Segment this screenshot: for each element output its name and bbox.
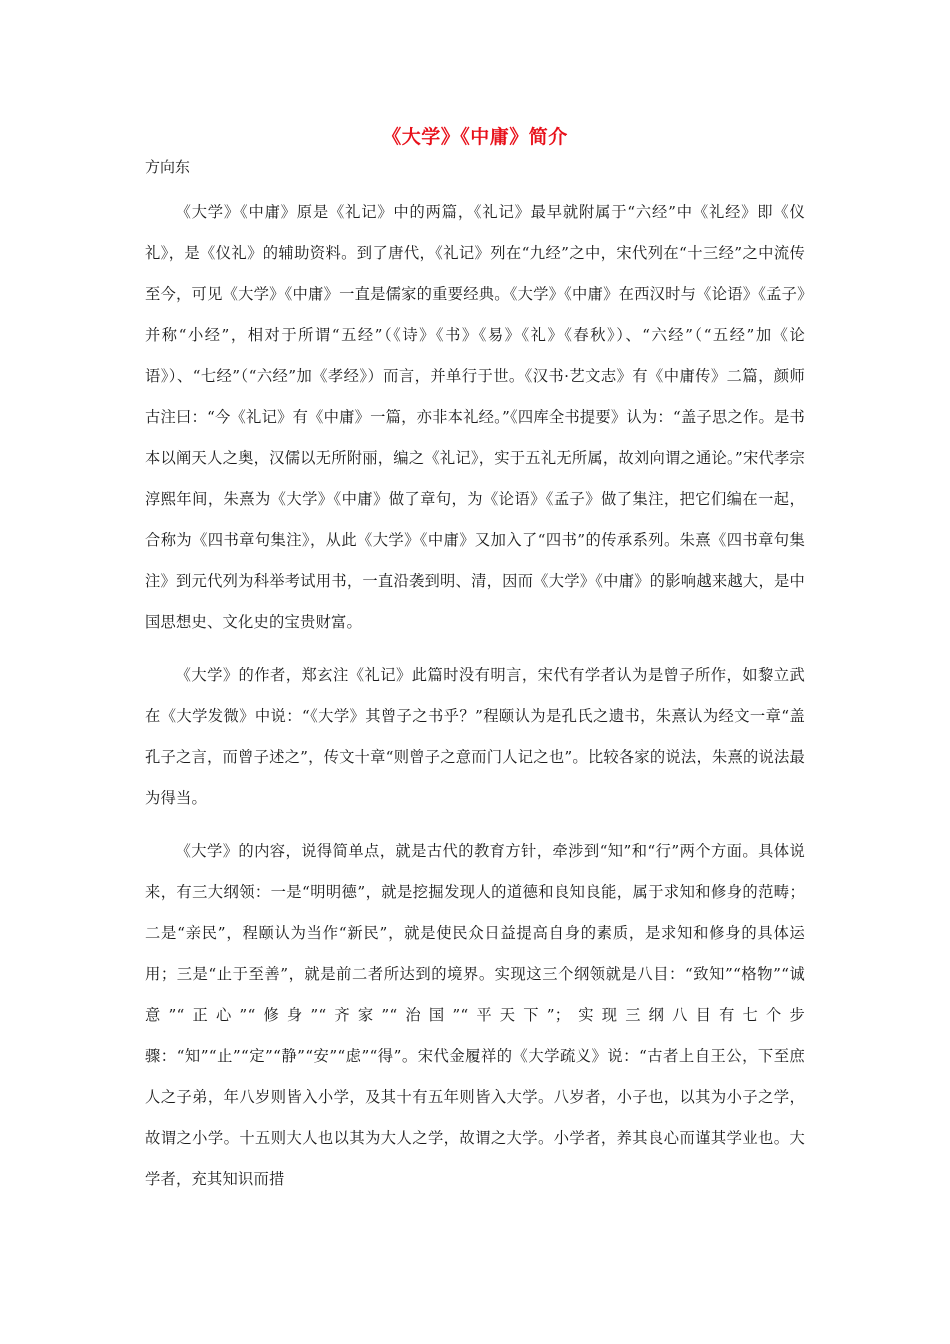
document-title: 《大学》《中庸》简介 <box>382 126 568 148</box>
paragraph-3: 《大学》的内容，说得简单点，就是古代的教育方针，牵涉到“知”和“行”两个方面。具体说来，有三大纲领：一是“明明德”，就是挖掘发现人的道德和良知良能，属于求知和修身的范畴；二是“亲民”，程颐认为当作“新民”，就是使民众日益提高自身的素质，是求知和修身的具体运用；三是“止于至善”，就是前二者所达到的境界。实现这三个纲领就是八目：“致知”“格物”“诚意”“正心”“修身”“齐家”“治国”“平天下”；实现三纲八目有七个步骤：“知”“止”“定”“静”“安”“虑”“得”。宋代金履祥的《大学疏义》说：“古者上自王公，下至庶人之子弟，年八岁则皆入小学，及其十有五年则皆入大学。八岁者，小子也，以其为小子之学，故谓之小学。十五则大人也以其为大人之学，故谓之大学。小学者，养其良心而谨其学业也。大学者，充其知识而措 <box>145 842 805 1188</box>
paragraph-1: 《大学》《中庸》原是《礼记》中的两篇，《礼记》最早就附属于“六经”中《礼经》即《仪礼》，是《仪礼》的辅助资料。到了唐代，《礼记》列在“九经”之中，宋代列在“十三经”之中流传至今，可见《大学》《中庸》一直是儒家的重要经典。《大学》《中庸》在西汉时与《论语》《孟子》并称“小经”，相对于所谓“五经”（《诗》《书》《易》《礼》《春秋》）、“六经”（“五经”加《论语》）、“七经”（“六经”加《孝经》）而言，并单行于世。《汉书·艺文志》有《中庸传》二篇，颜师古注曰：“今《礼记》有《中庸》一篇，亦非本礼经。”《四库全书提要》认为：“盖子思之作。是书本以阐天人之奥，汉儒以无所附丽，编之《礼记》，实于五礼无所属，故刘向谓之通论。”宋代孝宗淳熙年间，朱熹为《大学》《中庸》做了章句，为《论语》《孟子》做了集注，把它们编在一起，合称为《四书章句集注》，从此《大学》《中庸》又加入了“四书”的传承系列。朱熹《四书章句集注》到元代列为科举考试用书，一直沿袭到明、清，因而《大学》《中庸》的影响越来越大，是中国思想史、文化史的宝贵财富。 <box>145 203 805 631</box>
paragraph-2: 《大学》的作者，郑玄注《礼记》此篇时没有明言，宋代有学者认为是曾子所作，如黎立武在《大学发微》中说：“《大学》其曾子之书乎？”程颐认为是孔氏之遗书，朱熹认为经文一章“盖孔子之言，而曾子述之”，传文十章“则曾子之意而门人记之也”。比较各家的说法，朱熹的说法最为得当。 <box>145 666 805 807</box>
author-name: 方向东 <box>145 158 191 176</box>
document-page <box>145 118 805 1212</box>
